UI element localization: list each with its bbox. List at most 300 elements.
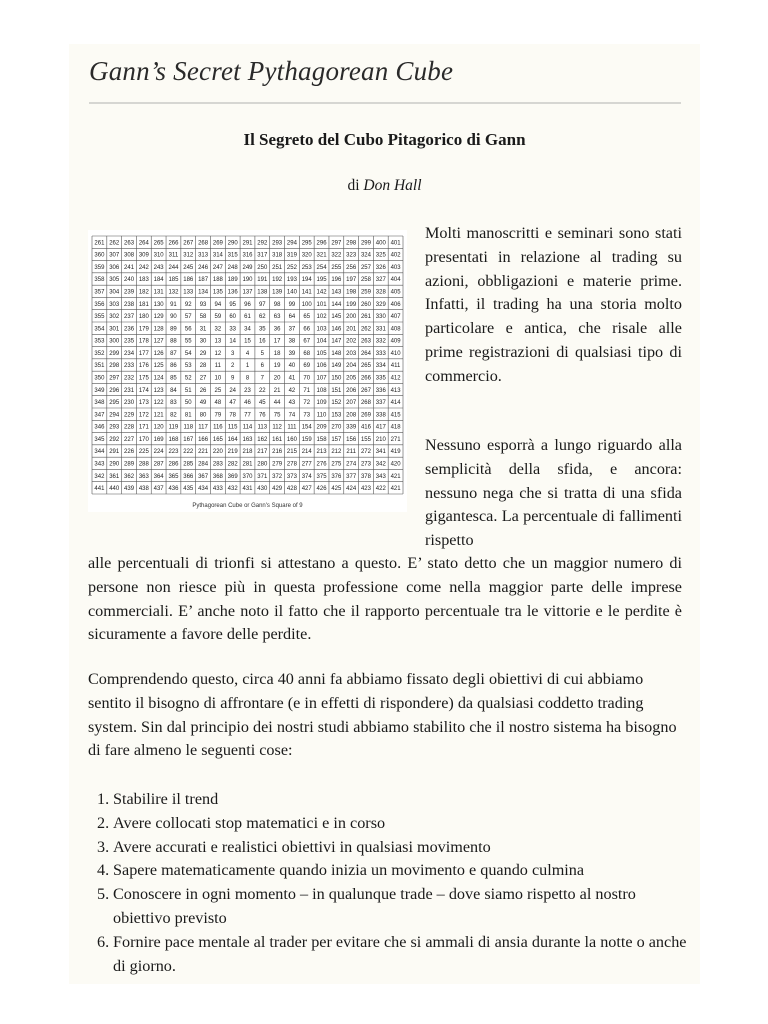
grid-cell: 358 — [94, 277, 105, 284]
grid-cell: 375 — [316, 473, 327, 480]
grid-cell: 438 — [138, 486, 149, 493]
grid-cell: 369 — [227, 473, 238, 480]
grid-cell: 94 — [214, 301, 222, 308]
grid-cell: 179 — [138, 326, 149, 333]
grid-cell: 18 — [273, 350, 281, 357]
grid-cell: 238 — [124, 301, 135, 308]
grid-cell: 75 — [273, 412, 281, 419]
grid-cell: 288 — [138, 461, 149, 468]
grid-cell: 21 — [273, 387, 281, 394]
grid-cell: 296 — [109, 387, 120, 394]
grid-cell: 263 — [124, 240, 135, 247]
grid-cell: 248 — [227, 264, 238, 271]
grid-cell: 279 — [272, 461, 283, 468]
grid-cell: 166 — [198, 436, 209, 443]
list-item — [97, 931, 687, 979]
grid-cell: 262 — [109, 240, 120, 247]
grid-cell: 241 — [124, 264, 135, 271]
paragraph-challenge-end: alle percentuali di trionfi si attestano a questo. E’ stato detto che un maggior numero di persone non riesce più in questa professione come nella maggior parte delle imprese commerciali. E’ anche noto il fatto che il rapporto percentuale tra le vittorie e le perdite è sicuramente a favore delle perdite. — [88, 554, 682, 644]
grid-cell: 413 — [390, 387, 401, 394]
grid-cell: 51 — [184, 387, 192, 394]
grid-cell: 145 — [331, 314, 342, 321]
grid-cell: 423 — [360, 486, 371, 493]
list-item-number: 6. — [97, 932, 110, 951]
list-item — [97, 859, 687, 883]
grid-cell: 192 — [272, 277, 283, 284]
grid-cell: 92 — [184, 301, 192, 308]
grid-cell: 60 — [229, 314, 237, 321]
grid-cell: 221 — [198, 449, 209, 456]
grid-cell: 293 — [109, 424, 120, 431]
grid-cell: 364 — [153, 473, 164, 480]
grid-cell: 245 — [183, 264, 194, 271]
grid-cell: 7 — [260, 375, 264, 382]
grid-cell: 346 — [94, 424, 105, 431]
grid-cell: 78 — [229, 412, 237, 419]
list-item-text: Fornire pace mentale al trader per evitare che si ammali di ansia durante la notte o anche di giorno. — [113, 932, 687, 975]
grid-cell: 80 — [199, 412, 207, 419]
grid-cell: 240 — [124, 277, 135, 284]
grid-cell: 277 — [301, 461, 312, 468]
grid-cell: 225 — [138, 449, 149, 456]
list-item-text: Avere accurati e realistici obiettivi in qualsiasi movimento — [113, 837, 491, 856]
grid-cell: 434 — [198, 486, 209, 493]
grid-cell: 122 — [153, 400, 164, 407]
grid-cell: 59 — [214, 314, 222, 321]
grid-cell: 367 — [198, 473, 209, 480]
grid-cell: 336 — [375, 387, 386, 394]
grid-cell: 109 — [316, 400, 327, 407]
grid-cell: 22 — [258, 387, 266, 394]
grid-cell: 402 — [390, 252, 401, 259]
grid-cell: 46 — [244, 400, 251, 407]
grid-cell: 97 — [258, 301, 266, 308]
grid-cell: 283 — [212, 461, 223, 468]
grid-cell: 196 — [331, 277, 342, 284]
grid-cell: 429 — [272, 486, 283, 493]
grid-cell: 419 — [390, 449, 401, 456]
grid-cell: 347 — [94, 412, 105, 419]
grid-cell: 88 — [170, 338, 177, 345]
grid-cell: 29 — [199, 350, 207, 357]
grid-cell: 187 — [198, 277, 209, 284]
grid-cell: 417 — [375, 424, 386, 431]
grid-cell: 331 — [375, 326, 386, 333]
grid-cell: 50 — [184, 400, 192, 407]
grid-cell: 28 — [199, 363, 207, 370]
grid-cell: 407 — [390, 314, 401, 321]
grid-cell: 297 — [109, 375, 120, 382]
grid-cell: 24 — [229, 387, 237, 394]
grid-cell: 344 — [94, 449, 105, 456]
grid-cell: 168 — [168, 436, 179, 443]
grid-cell: 33 — [229, 326, 237, 333]
grid-cell: 437 — [153, 486, 164, 493]
grid-cell: 15 — [244, 338, 251, 345]
grid-cell: 284 — [198, 461, 209, 468]
grid-cell: 211 — [346, 449, 356, 456]
grid-cell: 294 — [109, 412, 120, 419]
grid-cell: 268 — [360, 400, 371, 407]
grid-cell: 409 — [390, 338, 401, 345]
grid-cell: 247 — [212, 264, 223, 271]
grid-cell: 319 — [286, 252, 297, 259]
list-item-text: Conoscere in ogni momento – in qualunque trade – dove siamo rispetto al nostro obiettivo previsto — [113, 885, 636, 927]
grid-cell: 10 — [214, 375, 222, 382]
grid-cell: 193 — [286, 277, 297, 284]
grid-cell: 436 — [168, 486, 179, 493]
grid-cell: 257 — [360, 264, 371, 271]
grid-cell: 152 — [331, 400, 342, 407]
grid-cell: 3 — [231, 350, 235, 357]
grid-cell: 296 — [316, 240, 327, 247]
list-item-number: 4. — [97, 861, 110, 880]
grid-cell: 299 — [360, 240, 371, 247]
grid-cell: 300 — [109, 338, 120, 345]
grid-cell: 30 — [199, 338, 207, 345]
grid-cell: 356 — [94, 301, 105, 308]
grid-cell: 416 — [360, 424, 371, 431]
grid-cell: 64 — [288, 314, 296, 321]
grid-cell: 134 — [198, 289, 209, 296]
grid-cell: 251 — [272, 264, 283, 271]
grid-cell: 31 — [199, 326, 207, 333]
grid-cell: 403 — [390, 264, 401, 271]
grid-cell: 342 — [94, 473, 105, 480]
grid-cell: 260 — [360, 301, 371, 308]
grid-cell: 2 — [231, 363, 235, 370]
grid-cell: 222 — [183, 449, 194, 456]
grid-cell: 261 — [94, 240, 105, 247]
grid-cell: 184 — [153, 277, 164, 284]
grid-cell: 249 — [242, 264, 253, 271]
grid-cell: 440 — [109, 486, 120, 493]
grid-cell: 312 — [183, 252, 194, 259]
grid-cell: 261 — [360, 314, 371, 321]
grid-cell: 411 — [390, 363, 401, 370]
grid-cell: 132 — [168, 289, 179, 296]
grid-cell: 405 — [390, 289, 401, 296]
grid-cell: 299 — [109, 350, 120, 357]
grid-cell: 163 — [242, 436, 253, 443]
grid-cell: 128 — [153, 326, 164, 333]
list-item — [97, 812, 687, 836]
grid-cell: 424 — [346, 486, 357, 493]
grid-cell: 311 — [168, 252, 179, 259]
grid-cell: 204 — [346, 363, 357, 370]
grid-cell: 105 — [316, 350, 327, 357]
grid-cell: 270 — [331, 424, 342, 431]
grid-cell: 310 — [153, 252, 164, 259]
grid-cell: 256 — [346, 264, 357, 271]
grid-cell: 401 — [390, 240, 401, 247]
grid-cell: 414 — [390, 400, 401, 407]
grid-cell: 107 — [316, 375, 327, 382]
grid-cell: 44 — [273, 400, 281, 407]
grid-cell: 89 — [170, 326, 177, 333]
grid-cell: 298 — [346, 240, 357, 247]
grid-cell: 353 — [94, 338, 105, 345]
grid-cell: 362 — [124, 473, 135, 480]
grid-cell: 171 — [138, 424, 149, 431]
grid-cell: 86 — [170, 363, 177, 370]
grid-cell: 285 — [183, 461, 194, 468]
grid-cell: 61 — [244, 314, 251, 321]
grid-cell: 345 — [94, 436, 105, 443]
grid-cell: 150 — [331, 375, 342, 382]
grid-cell: 361 — [109, 473, 120, 480]
grid-cell: 140 — [286, 289, 297, 296]
grid-cell: 308 — [124, 252, 135, 259]
grid-cell: 370 — [242, 473, 253, 480]
grid-cell: 338 — [375, 412, 386, 419]
grid-cell: 207 — [346, 400, 357, 407]
grid-cell: 242 — [138, 264, 149, 271]
grid-cell: 159 — [301, 436, 312, 443]
grid-cell: 263 — [360, 338, 371, 345]
grid-cell: 431 — [242, 486, 253, 493]
grid-cell: 274 — [346, 461, 357, 468]
grid-cell: 188 — [212, 277, 223, 284]
grid-cell: 102 — [316, 314, 327, 321]
grid-cell: 116 — [213, 424, 223, 431]
grid-cell: 58 — [199, 314, 207, 321]
grid-cell: 291 — [109, 449, 120, 456]
grid-cell: 341 — [375, 449, 386, 456]
grid-cell: 227 — [124, 436, 135, 443]
grid-cell: 315 — [227, 252, 238, 259]
grid-cell: 118 — [183, 424, 194, 431]
grid-cell: 348 — [94, 400, 105, 407]
grid-cell: 73 — [303, 412, 311, 419]
byline — [69, 177, 700, 195]
grid-cell: 349 — [94, 387, 105, 394]
grid-cell: 27 — [199, 375, 207, 382]
grid-cell: 49 — [199, 400, 207, 407]
grid-cell: 250 — [257, 264, 268, 271]
grid-cell: 203 — [346, 350, 357, 357]
grid-cell: 415 — [390, 412, 401, 419]
grid-cell: 19 — [273, 363, 281, 370]
grid-cell: 371 — [257, 473, 268, 480]
grid-cell: 264 — [138, 240, 149, 247]
grid-cell: 106 — [316, 363, 327, 370]
grid-cell: 16 — [258, 338, 266, 345]
grid-cell: 41 — [288, 375, 296, 382]
grid-cell: 72 — [303, 400, 311, 407]
grid-cell: 205 — [346, 375, 357, 382]
grid-cell: 326 — [375, 264, 386, 271]
grid-cell: 35 — [258, 326, 266, 333]
grid-cell: 190 — [242, 277, 253, 284]
grid-cell: 12 — [214, 350, 222, 357]
grid-cell: 272 — [360, 449, 371, 456]
grid-cell: 148 — [331, 350, 342, 357]
grid-cell: 343 — [94, 461, 105, 468]
grid-cell: 63 — [273, 314, 281, 321]
grid-cell: 23 — [244, 387, 251, 394]
grid-cell: 180 — [138, 314, 149, 321]
grid-cell: 295 — [109, 400, 120, 407]
grid-cell: 36 — [273, 326, 281, 333]
grid-cell: 294 — [286, 240, 297, 247]
grid-cell: 292 — [109, 436, 120, 443]
document-page — [69, 44, 700, 984]
grid-cell: 268 — [198, 240, 209, 247]
grid-cell: 121 — [153, 412, 164, 419]
grid-cell: 330 — [375, 314, 386, 321]
grid-cell: 195 — [316, 277, 327, 284]
grid-cell: 289 — [124, 461, 135, 468]
grid-cell: 120 — [153, 424, 164, 431]
grid-cell: 189 — [227, 277, 238, 284]
grid-cell: 160 — [286, 436, 297, 443]
grid-cell: 290 — [227, 240, 238, 247]
grid-cell: 208 — [346, 412, 357, 419]
grid-cell: 141 — [301, 289, 312, 296]
grid-cell: 318 — [272, 252, 283, 259]
grid-cell: 286 — [168, 461, 179, 468]
grid-cell: 114 — [242, 424, 253, 431]
grid-cell: 186 — [183, 277, 194, 284]
grid-cell: 137 — [242, 289, 253, 296]
grid-cell: 297 — [331, 240, 342, 247]
grid-cell: 323 — [346, 252, 357, 259]
grid-cell: 441 — [94, 486, 105, 493]
grid-cell: 129 — [153, 314, 164, 321]
grid-cell: 335 — [375, 375, 386, 382]
grid-cell: 101 — [316, 301, 327, 308]
grid-cell: 108 — [316, 387, 327, 394]
grid-cell: 126 — [153, 350, 164, 357]
grid-cell: 202 — [346, 338, 357, 345]
grid-cell: 232 — [124, 375, 135, 382]
grid-cell: 174 — [138, 387, 149, 394]
grid-cell: 418 — [390, 424, 401, 431]
grid-cell: 182 — [138, 289, 149, 296]
grid-cell: 76 — [258, 412, 266, 419]
grid-cell: 332 — [375, 338, 386, 345]
grid-cell: 162 — [257, 436, 268, 443]
grid-cell: 6 — [260, 363, 264, 370]
grid-cell: 147 — [331, 338, 342, 345]
grid-cell: 357 — [94, 289, 105, 296]
grid-cell: 231 — [124, 387, 135, 394]
author-name: Don Hall — [363, 177, 422, 194]
grid-cell: 181 — [138, 301, 149, 308]
grid-cell: 4 — [245, 350, 250, 357]
grid-cell: 176 — [138, 363, 149, 370]
grid-cell: 38 — [288, 338, 296, 345]
grid-cell: 404 — [390, 277, 401, 284]
grid-cell: 42 — [288, 387, 296, 394]
grid-cell: 54 — [184, 350, 192, 357]
grid-cell: 372 — [272, 473, 283, 480]
grid-cell: 400 — [375, 240, 386, 247]
grid-cell: 229 — [124, 412, 135, 419]
grid-cell: 191 — [257, 277, 268, 284]
grid-cell: 1 — [245, 363, 250, 370]
paragraph-intro: Molti manoscritti e seminari sono stati presentati in relazione al trading su azioni, obbligazioni e materie prime. Infatti, il trading ha una storia molto particolare e antica, che risale alle prime registrazioni di qualsiasi tipo di commercio. — [425, 224, 682, 385]
grid-cell: 328 — [375, 289, 386, 296]
grid-cell: 376 — [331, 473, 342, 480]
grid-cell: 254 — [316, 264, 327, 271]
grid-cell: 235 — [124, 338, 135, 345]
grid-cell: 217 — [257, 449, 268, 456]
grid-cell: 219 — [227, 449, 238, 456]
grid-cell: 133 — [183, 289, 194, 296]
grid-cell: 244 — [168, 264, 179, 271]
grid-cell: 359 — [94, 264, 105, 271]
grid-cell: 246 — [198, 264, 209, 271]
grid-cell: 161 — [272, 436, 283, 443]
list-item — [97, 836, 687, 860]
grid-cell: 377 — [346, 473, 357, 480]
grid-cell: 40 — [288, 363, 296, 370]
list-item-number: 1. — [97, 790, 110, 808]
grid-cell: 255 — [331, 264, 342, 271]
grid-cell: 173 — [138, 400, 149, 407]
grid-cell: 99 — [288, 301, 296, 308]
grid-cell: 67 — [303, 338, 311, 345]
grid-cell: 210 — [375, 436, 386, 443]
grid-cell: 213 — [316, 449, 327, 456]
grid-cell: 333 — [375, 350, 386, 357]
grid-cell: 13 — [214, 338, 222, 345]
grid-cell: 84 — [170, 387, 177, 394]
grid-cell: 144 — [331, 301, 342, 308]
grid-cell: 124 — [153, 375, 164, 382]
grid-cell: 52 — [184, 375, 192, 382]
grid-cell: 113 — [257, 424, 268, 431]
grid-cell: 317 — [257, 252, 268, 259]
list-item-number: 3. — [97, 837, 110, 856]
grid-cell: 234 — [124, 350, 135, 357]
grid-cell: 117 — [198, 424, 208, 431]
grid-cell: 119 — [168, 424, 179, 431]
grid-cell: 428 — [286, 486, 297, 493]
grid-cell: 96 — [244, 301, 251, 308]
grid-cell: 408 — [390, 326, 401, 333]
grid-cell: 153 — [331, 412, 342, 419]
grid-cell: 293 — [272, 240, 283, 247]
grid-cell: 237 — [124, 314, 135, 321]
grid-cell: 307 — [109, 252, 120, 259]
grid-cell: 322 — [331, 252, 342, 259]
grid-cell: 432 — [227, 486, 238, 493]
grid-cell: 100 — [301, 301, 312, 308]
grid-cell: 355 — [94, 314, 105, 321]
grid-cell: 214 — [301, 449, 312, 456]
paragraph-objectives: Comprendendo questo, circa 40 anni fa abbiamo fissato degli obiettivi di cui abbiamo sentito il bisogno di affrontare (e in effetti di rispondere) da qualsiasi coddetto trading system. Sin dal principio dei nostri studi abbiamo stabilito che il nostro sistema ha bisogno di fare almeno le seguenti cose: — [88, 670, 677, 760]
grid-cell: 48 — [214, 400, 222, 407]
grid-cell: 68 — [303, 350, 311, 357]
grid-cell: 421 — [390, 486, 401, 493]
grid-cell: 178 — [138, 338, 149, 345]
grid-cell: 374 — [301, 473, 312, 480]
grid-cell: 220 — [212, 449, 223, 456]
grid-cell: 351 — [94, 363, 105, 370]
grid-cell: 104 — [316, 338, 327, 345]
grid-cell: 269 — [360, 412, 371, 419]
grid-cell: 313 — [198, 252, 209, 259]
grid-cell: 291 — [242, 240, 253, 247]
grid-cell: 354 — [94, 326, 105, 333]
grid-cell: 373 — [286, 473, 297, 480]
list-item — [97, 883, 687, 931]
grid-cell: 169 — [153, 436, 164, 443]
grid-cell: 103 — [316, 326, 327, 333]
